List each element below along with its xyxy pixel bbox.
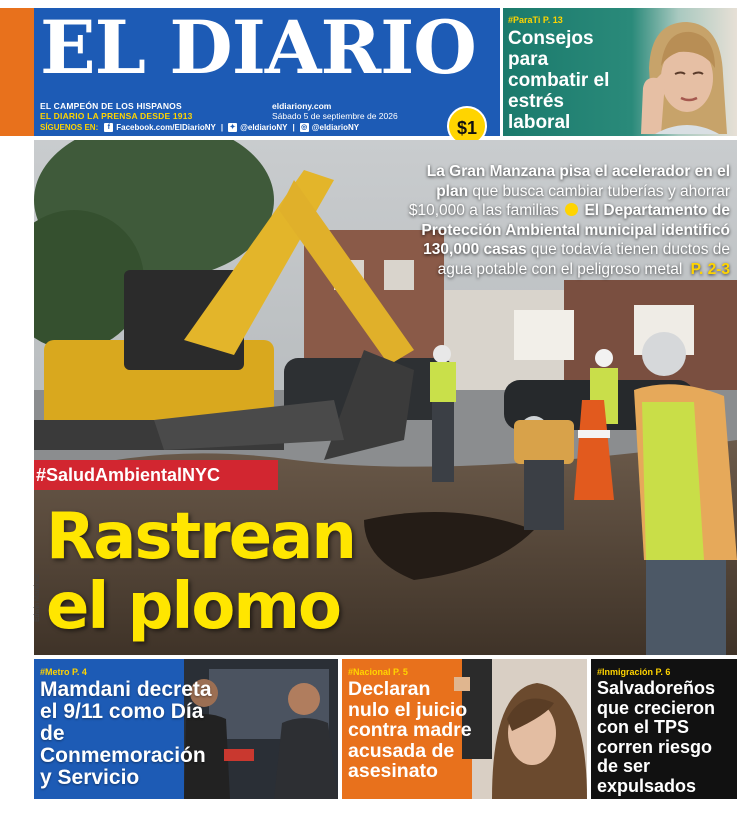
- main-headline[interactable]: [46, 502, 466, 642]
- story-tag: #Metro P. 4: [40, 667, 87, 677]
- facebook-link[interactable]: Facebook.com/ElDiarioNY: [116, 123, 216, 132]
- story-metro[interactable]: [34, 659, 338, 799]
- slogan-line-1: EL CAMPEÓN DE LOS HISPANOS: [40, 101, 182, 111]
- story-headline[interactable]: Salvadoreños que crecieron con el TPS corren riesgo de ser expulsados: [597, 678, 716, 796]
- newspaper-logo[interactable]: EL DIARIO: [40, 5, 476, 91]
- price-badge: $1: [447, 106, 487, 146]
- story-headline[interactable]: Mamdani decreta el 9/11 como Día de Conmemoración y Servicio: [40, 678, 212, 789]
- social-label: SÍGUENOS EN:: [40, 123, 99, 132]
- photo-credit: Edwin Martínez: [34, 573, 41, 622]
- kicker-text-1: que busca cambiar tuberías y ahorrar $10,000 a las familias: [408, 182, 730, 219]
- kicker-page-ref[interactable]: P. 2-3: [690, 260, 730, 278]
- promo-headline[interactable]: Consejos para combatir el estrés laboral: [508, 28, 610, 133]
- twitter-icon: ✦: [229, 124, 236, 131]
- website-link[interactable]: eldiariony.com: [272, 101, 332, 111]
- slogan-line-2: EL DIARIO LA PRENSA DESDE 1913: [40, 111, 193, 121]
- social-divider: |: [220, 123, 224, 132]
- bullet-dot-icon: [565, 203, 578, 216]
- story-tag: #Nacional P. 5: [348, 667, 408, 677]
- main-story-kicker: [392, 162, 730, 279]
- instagram-link[interactable]: @eldiarioNY: [311, 123, 360, 132]
- kicker-text-2: que todavía tienen ductos de agua potable con el peligroso metal: [437, 241, 730, 278]
- issue-date: Sábado 5 de septiembre de 2026: [272, 111, 398, 121]
- stressed-woman-photo: [635, 16, 729, 134]
- main-headline-line-1: Rastrean: [46, 500, 355, 574]
- section-hashtag[interactable]: #SaludAmbientalNYC: [34, 460, 278, 490]
- story-inmigracion[interactable]: [591, 659, 737, 799]
- masthead: [34, 5, 500, 138]
- story-nacional[interactable]: [342, 659, 587, 799]
- masthead-orange-tab: [0, 8, 34, 136]
- social-divider: |: [292, 123, 295, 132]
- story-tag: #Inmigración P. 6: [597, 667, 671, 677]
- kicker-bold-2: El Departamento de Protección Ambiental municipal identificó 130,000 casas: [421, 202, 730, 258]
- kicker-bold-1: La Gran Manzana pisa el acelerador en el plan: [426, 163, 730, 200]
- instagram-icon: ◎: [301, 124, 308, 131]
- main-story: [34, 140, 737, 655]
- promo-box[interactable]: [503, 8, 737, 136]
- facebook-icon: f: [104, 123, 113, 132]
- main-headline-line-2: el plomo: [46, 570, 340, 644]
- promo-tag: #ParaTi P. 13: [508, 15, 563, 25]
- story-headline[interactable]: Declaran nulo el juicio contra madre acusada de asesinato: [348, 678, 472, 782]
- twitter-link[interactable]: @eldiarioNY: [240, 123, 288, 132]
- social-bar: [40, 123, 359, 132]
